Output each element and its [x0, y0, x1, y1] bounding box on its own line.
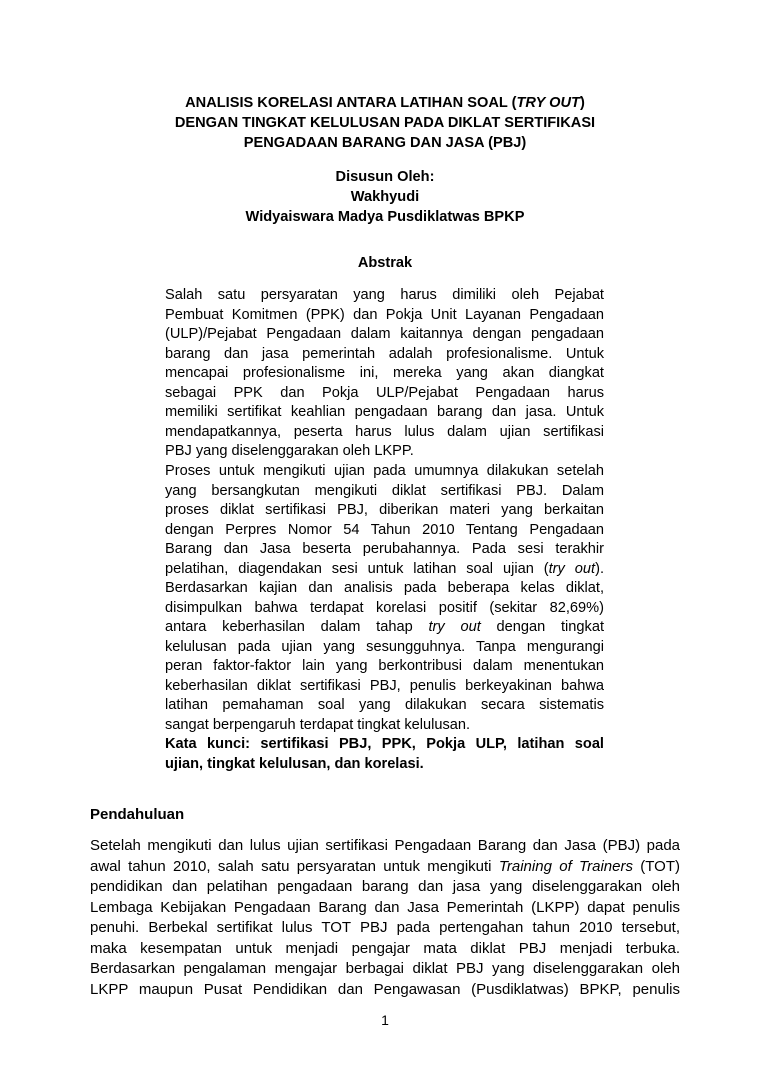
text-line: PBJ yang diselenggarakan oleh LKPP. [165, 443, 414, 459]
text-line: mendapatkannya, peserta harus lulus dalam ujian sertifikasi [165, 423, 604, 440]
abstract-heading: Abstrak [357, 255, 413, 271]
title-line-2: DENGAN TINGKAT KELULUSAN PADA DIKLAT SERTIFIKASI [174, 115, 596, 131]
text-line: ujian, tingkat kelulusan, dan korelasi. [165, 755, 424, 772]
text-line: proses diklat sertifikasi PBJ, diberikan materi yang berkaitan [165, 502, 604, 518]
section-heading: Pendahuluan [90, 806, 185, 823]
text-line: keberhasilan diklat sertifikasi PBJ, penulis berkeyakinan bahwa [165, 677, 604, 694]
text-line: sebagai PPK dan Pokja ULP/Pejabat Pengadaan harus [165, 384, 604, 401]
abstract-paragraph-2 [165, 462, 604, 735]
author-block [140, 167, 630, 227]
text-line: Lembaga Kebijakan Pengadaan Barang dan Jasa Pemerintah (LKPP) dapat penulis [90, 898, 680, 916]
text-line: yang bersangkutan mengikuti diklat sertifikasi PBJ. Dalam [165, 482, 604, 499]
text-line: awal tahun 2010, salah satu persyaratan untuk mengikuti Training of Trainers (TOT) [90, 857, 681, 875]
text-line: Barang dan Jasa beserta perubahannya. Pada sesi terakhir [165, 541, 604, 557]
introduction-paragraph [90, 836, 680, 1000]
text-line: kelulusan pada ujian yang sesungguhnya. Tanpa mengurangi [165, 638, 604, 655]
text-line: latihan pemahaman soal yang dilakukan secara sistematis [165, 697, 604, 713]
text-line: barang dan jasa pemerintah adalah profesionalisme. Untuk [165, 345, 604, 362]
text-line: LKPP maupun Pusat Pendidikan dan Pengawasan (Pusdiklatwas) BPKP, penulis [90, 980, 680, 998]
text-line: pendidikan dan pelatihan pengadaan barang dan jasa yang diselenggarakan oleh [90, 878, 680, 895]
text-line: peran faktor-faktor lain yang berkontribusi dalam menentukan [165, 658, 604, 674]
title-line-1: ANALISIS KORELASI ANTARA LATIHAN SOAL (TRY OUT) [185, 95, 585, 111]
text-line: antara keberhasilan dalam tahap try out dengan tingkat [165, 619, 604, 635]
text-line: Pembuat Komitmen (PPK) dan Pokja Unit Layanan Pengadaan [165, 306, 604, 323]
text-line: Berdasarkan pengalaman mengajar berbagai diklat PBJ yang diselenggarakan oleh [90, 960, 680, 977]
text-line: pelatihan, diagendakan sesi untuk latihan soal ujian (try out). [165, 560, 604, 577]
text-line: maka kesempatan untuk menjadi pengajar mata diklat PBJ menjadi terbuka. [90, 939, 680, 957]
text-line: penuhi. Berbekal sertifikat lulus TOT PBJ pada pertengahan tahun 2010 tersebut, [90, 919, 680, 936]
text-line: dengan Perpres Nomor 54 Tahun 2010 Tentang Pengadaan [165, 521, 604, 538]
text-line: Berdasarkan kajian dan analisis pada beberapa kelas diklat, [165, 580, 604, 596]
text-line: Proses untuk mengikuti ujian pada umumnya dilakukan setelah [165, 463, 604, 479]
text-line: disimpulkan bahwa terdapat korelasi positif (sekitar 82,69%) [165, 599, 604, 616]
author-name: Wakhyudi [350, 189, 420, 205]
text-line: Setelah mengikuti dan lulus ujian sertifikasi Pengadaan Barang dan Jasa (PBJ) pada [90, 837, 680, 854]
paper-title [140, 93, 630, 153]
text-line: mencapai profesionalisme ini, mereka yang akan diangkat [165, 365, 604, 381]
page-number: 1 [381, 1012, 389, 1028]
text-line: memiliki sertifikat keahlian pengadaan barang dan jasa. Untuk [165, 404, 604, 420]
text-line: Kata kunci: sertifikasi PBJ, PPK, Pokja ULP, latihan soal [165, 736, 604, 752]
text-line: Salah satu persyaratan yang harus dimiliki oleh Pejabat [165, 287, 604, 303]
text-line: (ULP)/Pejabat Pengadaan dalam kaitannya dengan pengadaan [165, 326, 604, 342]
abstract-paragraph-1 [165, 286, 604, 462]
author-label: Disusun Oleh: [335, 169, 435, 185]
author-affiliation: Widyaiswara Madya Pusdiklatwas BPKP [245, 209, 525, 225]
keywords [165, 735, 604, 774]
text-line: sangat berpengaruh terdapat tingkat kelulusan. [165, 716, 471, 733]
title-line-3: PENGADAAN BARANG DAN JASA (PBJ) [243, 135, 527, 151]
